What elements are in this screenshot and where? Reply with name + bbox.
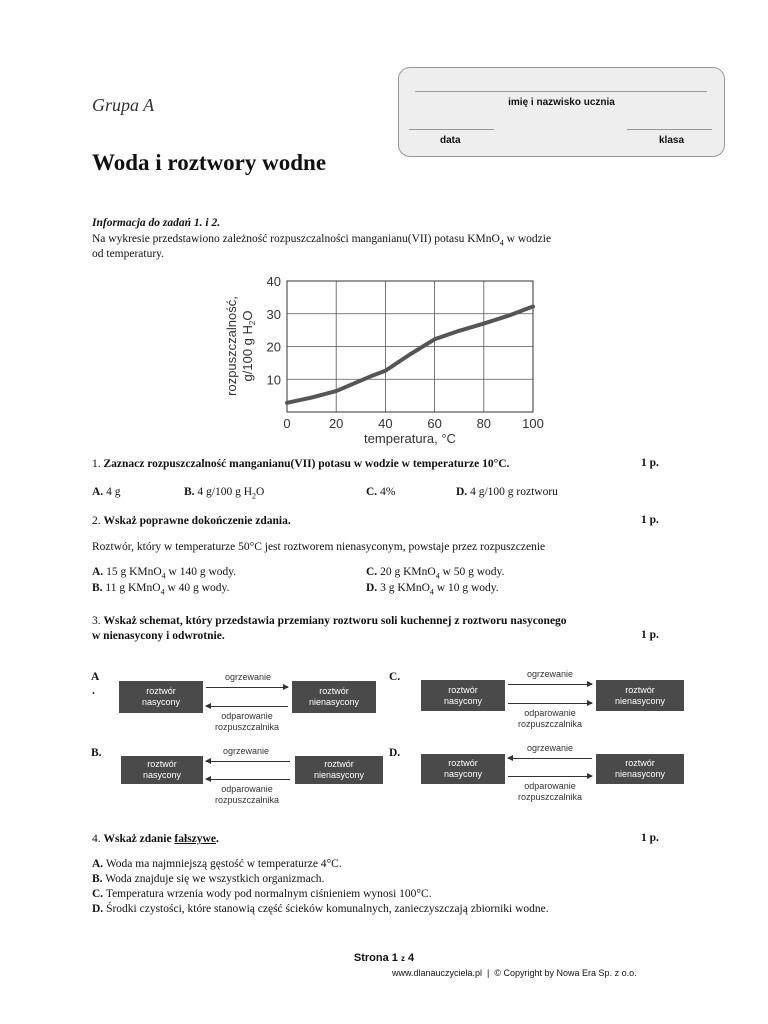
x-tick-label: 100 [522,416,544,431]
q3-option-b-letter[interactable]: B. [91,747,102,759]
x-tick-label: 20 [328,416,344,431]
label-heating: ogrzewanie [526,743,574,753]
x-tick-label: 80 [476,416,492,431]
q1-prompt: 1. Zaznacz rozpuszczalność manganianu(VII) potasu w wodzie w temperaturze 10°C. [92,458,510,470]
copyright-footer: www.dlanauczyciela.pl | © Copyright by Nowa Era Sp. z o.o. [392,968,637,978]
q2-option-c[interactable]: C. 20 g KMnO$_4$ w 50 g wody. [366,566,505,581]
student-info-box [398,67,725,157]
arrow-right-icon [508,684,592,685]
arrow-left-icon [206,761,290,762]
q3-prompt-line2: w nienasycony i odwrotnie. [92,630,225,642]
solubility-chart [220,270,550,450]
box-saturated: roztwór nasycony [121,756,203,784]
q3-option-a-dot: . [92,685,95,697]
arrow-left-icon [206,706,288,707]
y-axis-label: rozpuszczalność, [224,296,239,396]
q3-prompt-line1: 3. Wskaż schemat, który przedstawia przemiany roztworu soli kuchennej z roztworu nasyconego [92,615,567,627]
box-unsaturated: roztwór nienasycony [596,680,684,711]
student-name-label: imię i nazwisko ucznia [508,97,615,108]
y-tick-label: 30 [266,306,281,322]
solubility-curve [287,307,533,403]
q3-option-a-letter[interactable]: A [91,671,100,683]
box-unsaturated: roztwór nienasycony [295,756,383,784]
label-evaporation: odparowanie rozpuszczalnika [517,708,583,729]
label-heating: ogrzewanie [224,672,272,682]
label-heating: ogrzewanie [526,669,574,679]
y-axis-unit: g/100 g $H_2O$ [240,310,257,382]
group-label: Grupa A [92,95,155,115]
x-tick-label: 40 [378,416,393,431]
q4-option-d[interactable]: D. Środki czystości, które stanowią część ścieków komunalnych, zanieczyszczają zbiorniki wodne. [92,903,549,915]
arrow-left-icon [206,779,290,780]
x-tick-label: 0 [283,416,291,431]
info-heading: Informacja do zadań 1. i 2. [92,217,221,229]
q3-points: 1 p. [641,629,659,641]
info-text-line1: Na wykresie przedstawiono zależność rozpuszczalności manganianu(VII) potasu KMnO$_4$ w wodzie [92,233,552,248]
box-saturated: roztwór nasycony [421,680,505,711]
q2-option-a[interactable]: A. 15 g KMnO$_4$ w 140 g wody. [92,566,237,581]
y-tick-label: 40 [266,274,281,289]
y-tick-label: 10 [266,372,281,388]
label-evaporation: odparowanie rozpuszczalnika [214,784,280,805]
label-heating: ogrzewanie [222,746,270,756]
arrow-right-icon [206,687,288,688]
label-evaporation: odparowanie rozpuszczalnika [517,781,583,802]
box-saturated: roztwór nasycony [119,681,203,713]
q1-points: 1 p. [641,457,659,469]
q2-points: 1 p. [641,514,659,526]
q1-option-c[interactable]: C. 4% [366,486,396,498]
y-tick-label: 20 [266,339,281,355]
box-saturated: roztwór nasycony [421,754,505,784]
q3-option-d-letter[interactable]: D. [389,747,401,759]
q2-stem: Roztwór, który w temperaturze 50°C jest roztworem nienasyconym, powstaje przez rozpuszczenie [92,541,546,553]
date-label: data [440,135,461,146]
arrow-left-icon [508,758,592,759]
q2-prompt: 2. Wskaż poprawne dokończenie zdania. [92,515,291,527]
box-unsaturated: roztwór nienasycony [596,754,684,784]
class-label: klasa [659,135,685,146]
label-evaporation: odparowanie rozpuszczalnika [214,711,280,732]
q3-option-c-letter[interactable]: C. [389,671,401,683]
info-text-line2: od temperatury. [92,248,165,260]
q4-points: 1 p. [641,832,659,844]
x-tick-label: 60 [427,416,442,431]
x-axis-label: temperatura, °C [364,431,456,446]
arrow-right-icon [508,776,592,777]
box-unsaturated: roztwór nienasycony [292,681,376,713]
page-title: Woda i roztwory wodne [92,150,327,175]
q1-option-b[interactable]: B. 4 g/100 g $H_2O$ [184,486,265,501]
q2-option-b[interactable]: B. 11 g KMnO$_4$ w 40 g wody. [92,582,230,597]
q4-option-b[interactable]: B. Woda znajduje się we wszystkich organizmach. [92,873,325,885]
q4-prompt: 4. Wskaż zdanie fałszywe. [92,833,219,845]
q1-option-a[interactable]: A. 4 g [92,486,121,498]
page-number: Strona 1 z 4 [353,952,415,964]
q4-option-c[interactable]: C. Temperatura wrzenia wody pod normalnym ciśnieniem wynosi 100°C. [92,888,432,900]
q2-option-d[interactable]: D. 3 g KMnO$_4$ w 10 g wody. [366,582,499,597]
q1-option-d[interactable]: D. 4 g/100 g roztworu [456,486,558,498]
arrow-right-icon [508,703,592,704]
q4-option-a[interactable]: A. Woda ma najmniejszą gęstość w temperaturze 4°C. [92,858,342,870]
